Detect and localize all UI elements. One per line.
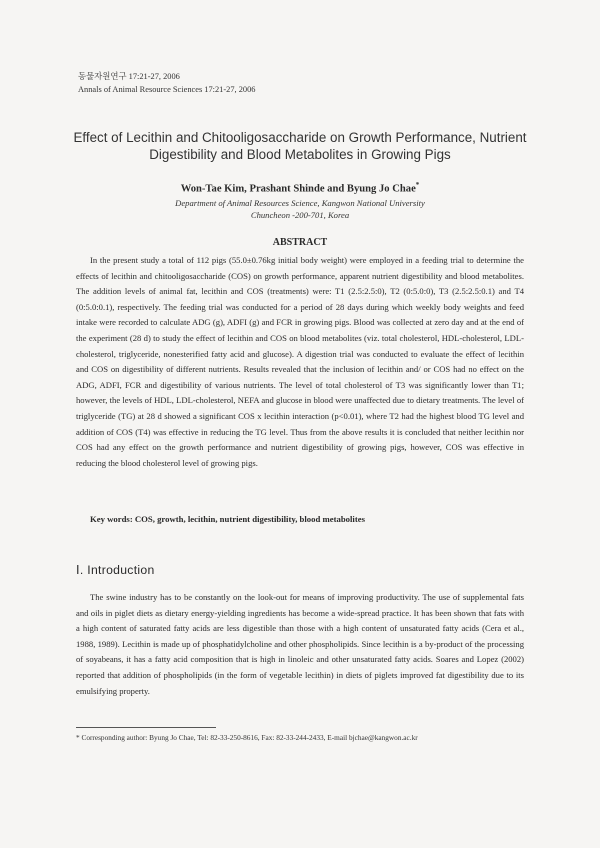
affiliation xyxy=(0,197,600,221)
author-names: Won-Tae Kim, Prashant Shinde and Byung Jo Chae xyxy=(180,183,416,195)
introduction-body: The swine industry has to be constantly on the look-out for means of improving productivity. The use of supplemental fats and oils in piglet diets as dietary energy-yielding ingredients has become a wide-spread practice. It has been shown that fats with a high content of saturated fatty acids are less digestible than those with a high content of unsaturated fatty acids (Cera et al., 1988, 1989). Lecithin is made up of phosphatidylcholine and other phospholipids. Since lecithin is a by-product of the processing of soyabeans, it has a fatty acid composition that is high in linoleic and other unsaturated fatty acids. Soares and Lopez (2002) reported that addition of phospholipids (in the form of vegetable lecithin) in diets of piglets improved fat digestibility due to its emulsifying property. xyxy=(76,592,524,696)
footnote-divider xyxy=(76,727,216,728)
abstract-body: In the present study a total of 112 pigs (55.0±0.76kg initial body weight) were employed in a feeding trial to determine the effects of lecithin and chitooligosaccharide (COS) on growth performance, apparent nutrient digestibility and blood metabolites. The addition levels of animal fat, lecithin and COS (treatments) were: T1 (2.5:2.5:0), T2 (0:5.0:0), T3 (2.5:2.5:0.1) and T4 (0:5.0:0.1), respectively. The feeding trial was conducted for a period of 28 days during which weekly body weights and feed intake were recorded to calculate ADG (g), ADFI (g) and FCR in growing pigs. Blood was collected at zero day and at the end of the experiment (28 d) to study the effect of lecithin and COS on blood metabolites (viz. total cholesterol, HDL-cholesterol, LDL-cholesterol, triglyceride, nonesterified fatty acid and glucose). A digestion trial was conducted to evaluate the effect of lecithin and COS on digestibility of different nutrients. Results revealed that the inclusion of lecithin and/ or COS had no effect on the ADG, ADFI, FCR and digestibility of various nutrients. The level of total cholesterol of T3 was significantly lower than T1; however, the levels of HDL, LDL-cholesterol, NEFA and glucose in blood were unaffected due to dietary treatments. The level of triglyceride (TG) at 28 d showed a significant COS x lecithin interaction (p<0.01), where T2 had the highest blood TG level and addition of COS (T4) was effective in reducing the TG level. Thus from the above results it is concluded that neither lecithin nor COS had any effect on the growth performance and nutrient digestibility of growing pigs, however, COS was effective in reducing the blood cholesterol level of growing pigs. xyxy=(76,255,524,468)
affiliation-line-1: Department of Animal Resources Science, Kangwon National University xyxy=(175,198,425,208)
affiliation-line-2: Chuncheon -200-701, Korea xyxy=(250,210,350,220)
title-line-1: Effect of Lecithin and Chitooligosaccharide on Growth Performance, Nutrient xyxy=(73,130,527,145)
journal-line-english: Annals of Animal Resource Sciences 17:21-27, 2006 xyxy=(78,85,256,94)
paper-title xyxy=(60,129,540,163)
title-line-2: Digestibility and Blood Metabolites in Growing Pigs xyxy=(149,147,451,162)
keywords: Key words: COS, growth, lecithin, nutrient digestibility, blood metabolites xyxy=(90,514,365,524)
abstract-heading: ABSTRACT xyxy=(272,237,328,248)
section-heading-introduction: Ⅰ. Introduction xyxy=(76,563,155,577)
author-list xyxy=(0,181,600,195)
corresponding-mark: * xyxy=(415,181,420,189)
journal-header xyxy=(78,70,255,96)
footnote-corresponding-author: * Corresponding author: Byung Jo Chae, Tel: 82-33-250-8616, Fax: 82-33-244-2433, E-mail bjchae@kangwon.ac.kr xyxy=(76,733,418,742)
journal-line-korean: 동물자원연구 17:21-27, 2006 xyxy=(78,72,180,81)
